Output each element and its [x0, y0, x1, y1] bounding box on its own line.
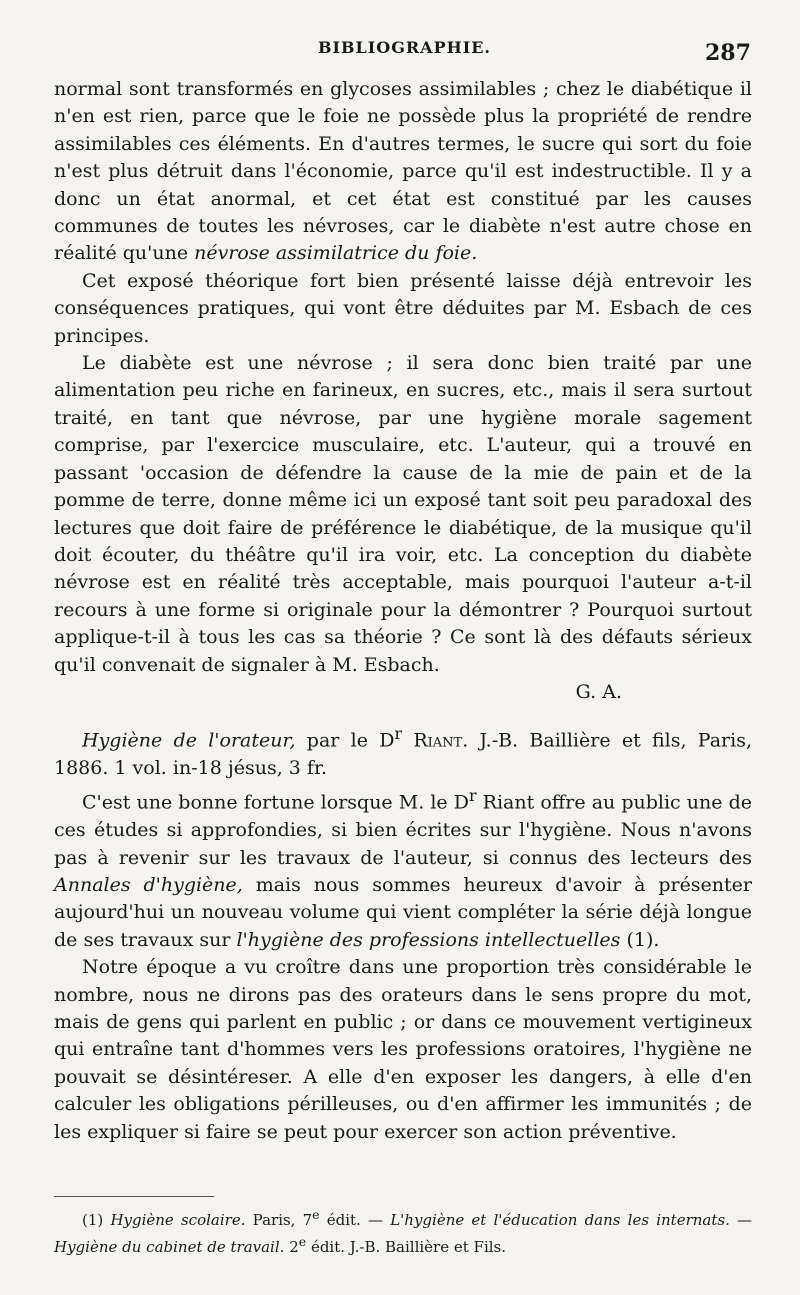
- paragraph-epoque: Notre époque a vu croître dans une proportion très considérable le nombre, nous ne dirons pas des orateurs dans le sens propre du mot, mais de gens qui parlent en public ; or dans ce mouvement vertigineux qui entraîne tant d'hommes vers les professions oratoires, l'hygiène ne pouvait se désintéreser. A elle d'en exposer les dangers, à elle d'en calculer les obligations périlleuses, ou d'en affirmer les immunités ; de les expliquer si faire se peut pour exercer son action préventive.: [54, 956, 752, 1143]
- footnote-rule: [54, 1196, 214, 1197]
- review-signature-line: [54, 679, 752, 706]
- paragraph-diabete: Le diabète est une névrose ; il sera donc bien traité par une alimentation peu riche en farineux, en sucres, etc., mais il sera surtout traité, en tant que névrose, par une hygiène morale sagement comprise, par l'exercice musculaire, etc. L'auteur, qui a trouvé en passant 'occasion de défendre la cause de la mie de pain et de la pomme de terre, donne même ici un exposé tant soit peu paradoxal des lectures que doit faire de préférence le diabétique, de la musique qu'il doit écouter, du théâtre qu'il ira voir, etc. La conception du diabète névrose est en réalité très acceptable, mais pourquoi l'auteur a-t-il recours à une forme si originale pour la démontrer ? Pourquoi surtout applique-t-il à tous les cas sa théorie ? Ce sont là des défauts sérieux qu'il convenait de signaler à M. Esbach.: [54, 352, 752, 676]
- book-author: Riant.: [413, 729, 469, 752]
- footnote: (1) Hygiène scolaire. Paris, 7e édit. — L'hygiène et l'éducation dans les internats. — Hygiène du cabinet de travail. 2e édit. J.-B. Baillière et Fils.: [54, 1207, 753, 1256]
- book-title: Hygiène de l'orateur,: [82, 729, 296, 752]
- review-signature: G. A.: [575, 680, 622, 703]
- book-notice: Hygiène de l'orateur, par le $D^r$ Riant. J.-B. Baillière et fils, Paris, 1886. 1 vol. in-18 jésus, 3 fr.: [54, 724, 753, 780]
- paragraph-review-intro: C'est une bonne fortune lorsque M. le $D^r$ Riant offre au public une de ces études si approfondies, si bien écrites sur l'hygiène. Nous n'avons pas à revenir sur les travaux de l'auteur, si connus des lecteurs des Annales d'hygiène, mais nous sommes heureux d'avoir à présenter aujourd'hui un nouveau volume qui vient compléter la série déjà longue de ses travaux sur l'hygiène des professions intellectuelles (1).: [54, 786, 753, 951]
- body-text: [54, 76, 752, 1146]
- running-head: BIBLIOGRAPHIE.: [318, 38, 491, 57]
- paragraph-expose: Cet exposé théorique fort bien présenté laisse déjà entrevoir les conséquences pratiques, qui vont être déduites par M. Esbach de ces principes.: [54, 269, 752, 347]
- page-number: 287: [705, 40, 751, 66]
- paragraph-continued: normal sont transformés en glycoses assimilables ; chez le diabétique il n'en est rien, parce que le foie ne possède plus la propriété de rendre assimilables ces éléments. En d'autres termes, le sucre qui sort du foie n'est plus détruit dans l'économie, parce qu'il est indestructible. Il y a donc un état anormal, et cet état est constitué par les causes communes de toutes les névroses, car le diabète n'est autre chose en réalité qu'une névrose assimilatrice du foie.: [54, 78, 752, 265]
- footnote-marker: (1): [82, 1211, 104, 1229]
- footnote-reference: (1).: [626, 928, 660, 951]
